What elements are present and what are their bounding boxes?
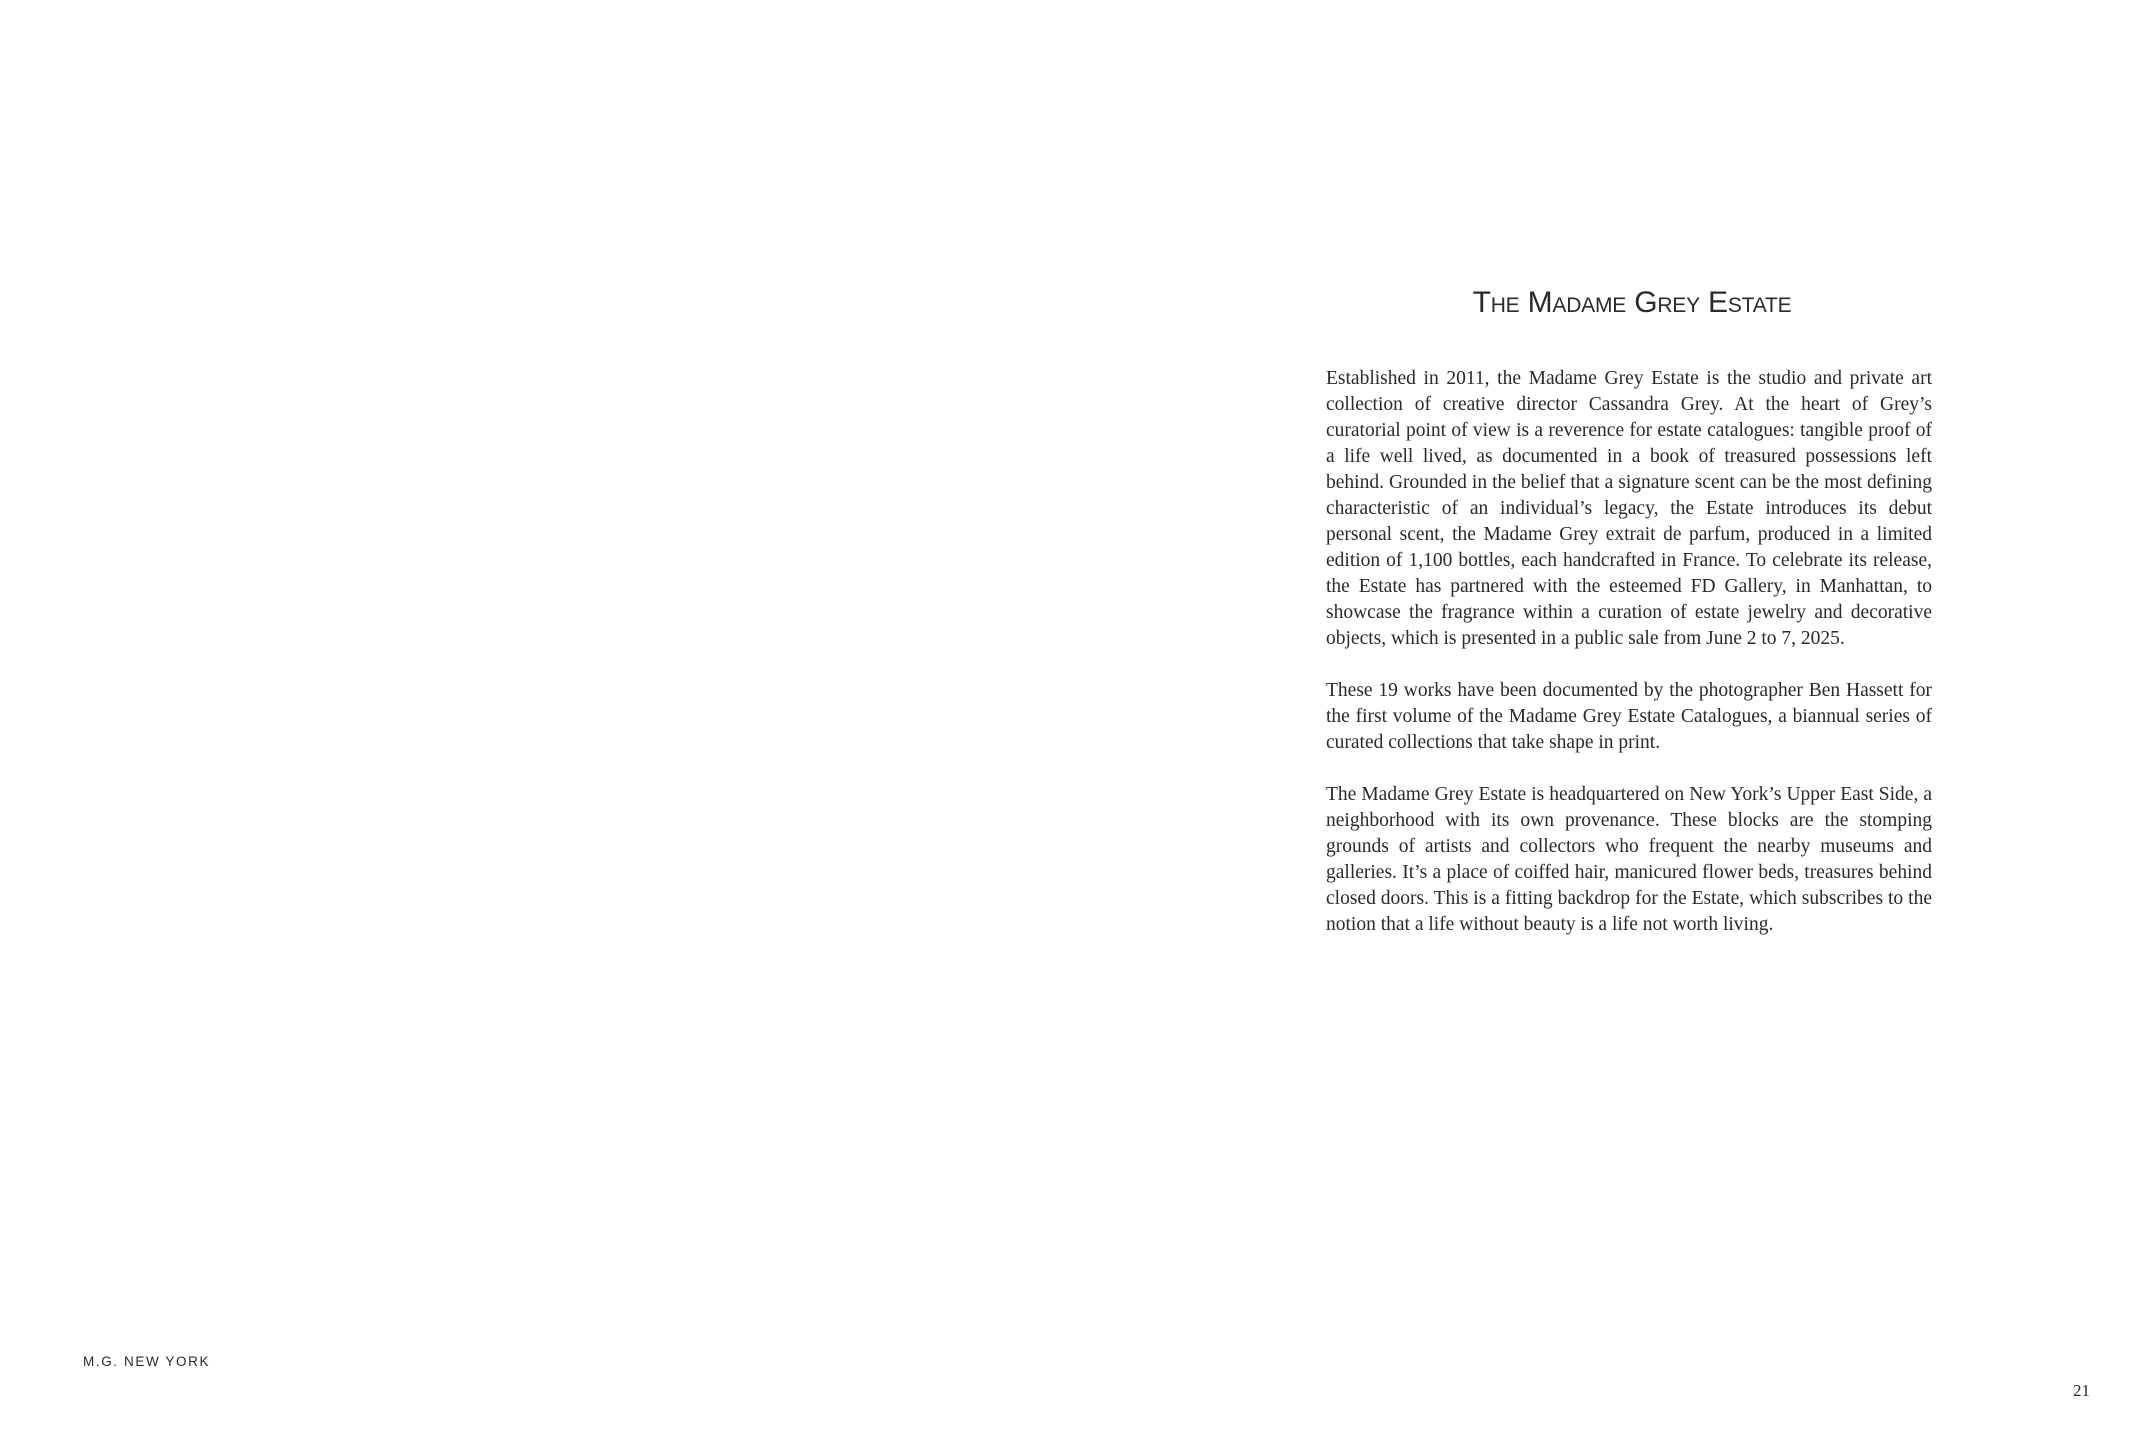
paragraph-headquarters: The Madame Grey Estate is headquartered on New York’s Upper East Side, a neighborhood with its own provenance. These blocks are the stomping grounds of artists and collectors who frequent the nearby museums and galleries. It’s a place of coiffed hair, manicured flower beds, treasures behind closed doors. This is a fitting backdrop for the Estate, which subscribes to the notion that a life without beauty is a life not worth living. <box>1326 784 1932 935</box>
paragraph-intro: Established in 2011, the Madame Grey Estate is the studio and private art collection of creative director Cassandra Grey. At the heart of Grey’s curatorial point of view is a reverence for estate catalogues: tangible proof of a life well lived, as documented in a book of treasured possessions left behind. Grounded in the belief that a signature scent can be the most defining characteristic of an individual’s legacy, the Estate introduces its debut personal scent, the Madame Grey extrait de parfum, produced in a limited edition of 1,100 bottles, each handcrafted in France. To celebrate its release, the Estate has partnered with the esteemed FD Gallery, in Manhattan, to showcase the fragrance within a curation of estate jewelry and decorative objects, which is presented in a public sale from June 2 to 7, 2025. <box>1326 368 1932 649</box>
footer-publisher: M.G. NEW YORK <box>83 1354 211 1369</box>
paragraph-works: These 19 works have been documented by the photographer Ben Hassett for the first volume of the Madame Grey Estate Catalogues, a biannual series of curated collections that take shape in print. <box>1326 680 1932 753</box>
page-number: 21 <box>2073 1381 2090 1400</box>
left-page <box>0 0 1065 1440</box>
body-text <box>1326 366 1932 964</box>
page-title: The Madame Grey Estate <box>1472 286 1792 319</box>
